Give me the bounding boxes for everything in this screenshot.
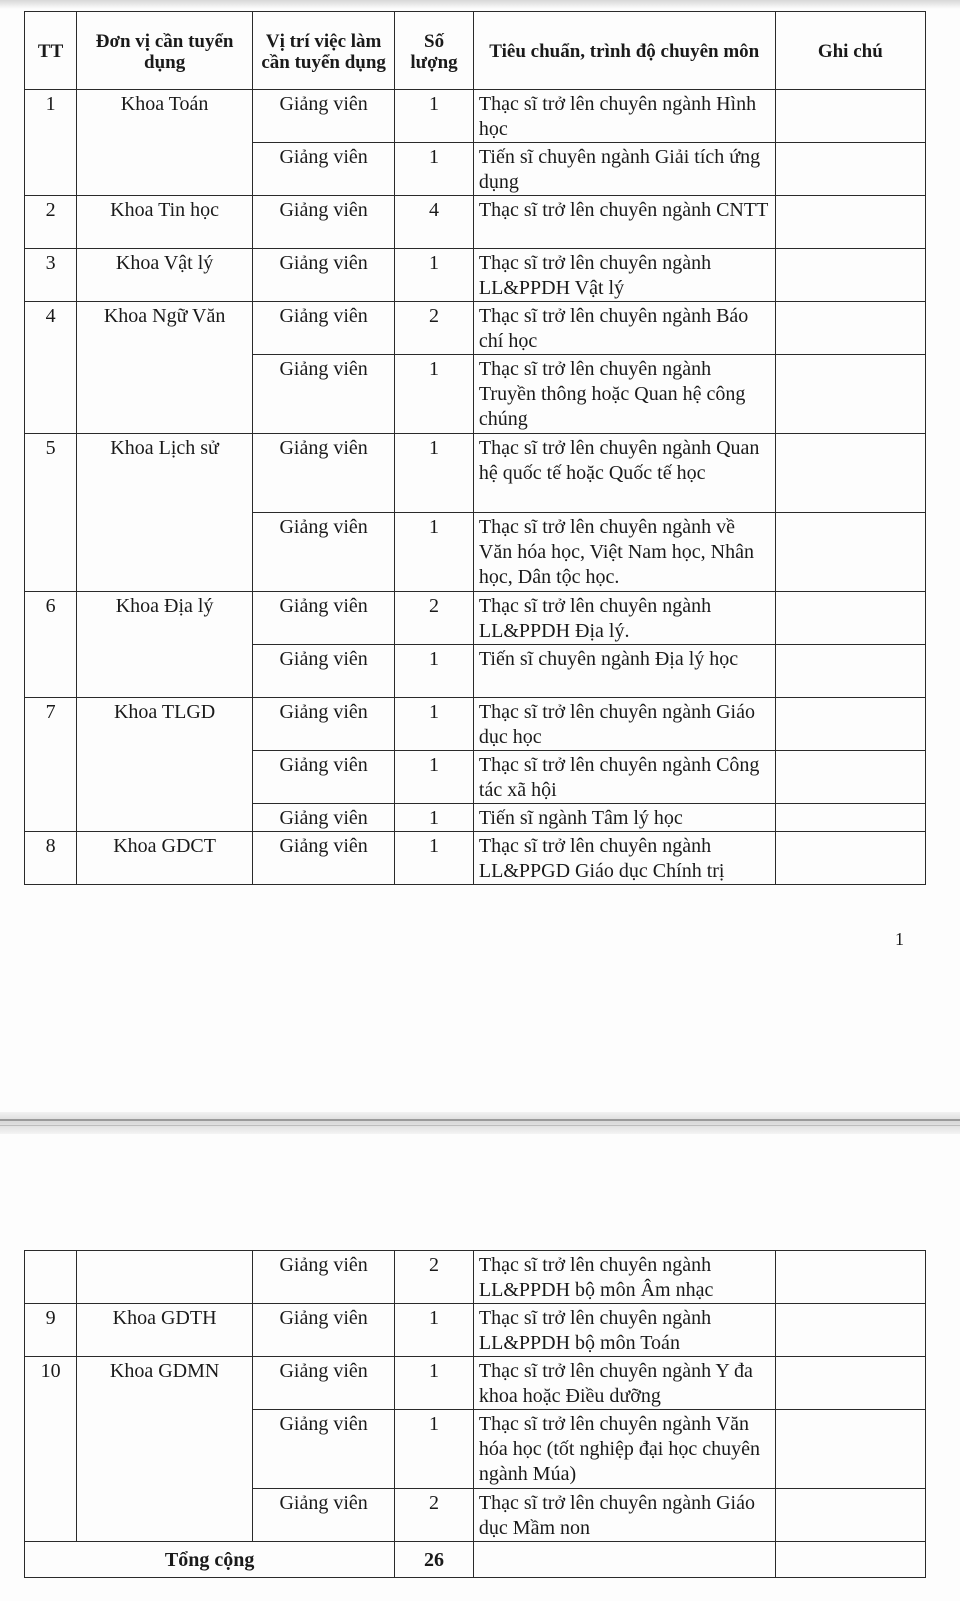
cell-tt: 8: [25, 832, 77, 885]
cell-note: [775, 698, 925, 751]
cell-position: Giảng viên: [253, 249, 395, 302]
cell-quantity: 2: [395, 1251, 474, 1304]
cell-standard: Thạc sĩ trở lên chuyên ngành CNTT: [473, 196, 775, 249]
cell-unit: Khoa Địa lý: [77, 592, 253, 698]
table-row: [25, 1357, 926, 1410]
cell-unit: [77, 1251, 253, 1304]
table-row: [25, 592, 926, 645]
cell-unit: Khoa Vật lý: [77, 249, 253, 302]
cell-tt: 2: [25, 196, 77, 249]
cell-note: [775, 143, 925, 196]
cell-unit: Khoa Tin học: [77, 196, 253, 249]
cell-standard: Thạc sĩ trở lên chuyên ngành LL&PPDH Địa lý.: [473, 592, 775, 645]
cell-position: Giảng viên: [253, 355, 395, 434]
cell-note: [775, 302, 925, 355]
cell-quantity: 1: [395, 832, 474, 885]
table-row: [25, 1304, 926, 1357]
cell-position: Giảng viên: [253, 1489, 395, 1542]
cell-standard: Tiến sĩ chuyên ngành Địa lý học: [473, 645, 775, 698]
cell-quantity: 1: [395, 1304, 474, 1357]
cell-position: Giảng viên: [253, 143, 395, 196]
cell-standard: Thạc sĩ trở lên chuyên ngành Công tác xã hội: [473, 751, 775, 804]
cell-standard: Thạc sĩ trở lên chuyên ngành về Văn hóa học, Việt Nam học, Nhân học, Dân tộc học.: [473, 513, 775, 592]
cell-tt: [25, 1251, 77, 1304]
cell-quantity: 1: [395, 1410, 474, 1489]
cell-tt: 3: [25, 249, 77, 302]
cell-quantity: 2: [395, 1489, 474, 1542]
cell-note: [775, 1489, 925, 1542]
cell-note: [775, 355, 925, 434]
cell-standard: Thạc sĩ trở lên chuyên ngành Y đa khoa hoặc Điều dưỡng: [473, 1357, 775, 1410]
cell-position: Giảng viên: [253, 434, 395, 513]
cell-tt: 5: [25, 434, 77, 592]
page-top-edge: [0, 0, 960, 9]
cell-standard: Thạc sĩ trở lên chuyên ngành Quan hệ quốc tế hoặc Quốc tế học: [473, 434, 775, 513]
cell-unit: Khoa TLGD: [77, 698, 253, 832]
cell-tt: 6: [25, 592, 77, 698]
cell-standard: Thạc sĩ trở lên chuyên ngành Giáo dục học: [473, 698, 775, 751]
cell-standard: Thạc sĩ trở lên chuyên ngành LL&PPDH bộ môn Âm nhạc: [473, 1251, 775, 1304]
cell-unit: Khoa GDTH: [77, 1304, 253, 1357]
cell-note: [775, 645, 925, 698]
cell-position: Giảng viên: [253, 196, 395, 249]
recruitment-table-part-1: [24, 11, 926, 885]
cell-standard: Thạc sĩ trở lên chuyên ngành Giáo dục Mầm non: [473, 1489, 775, 1542]
cell-note: [775, 434, 925, 513]
cell-note: [775, 751, 925, 804]
cell-position: Giảng viên: [253, 645, 395, 698]
cell-standard: Thạc sĩ trở lên chuyên ngành Văn hóa học (tốt nghiệp đại học chuyên ngành Múa): [473, 1410, 775, 1489]
cell-quantity: 1: [395, 751, 474, 804]
cell-note: [775, 1410, 925, 1489]
cell-standard: Thạc sĩ trở lên chuyên ngành LL&PPDH Vật lý: [473, 249, 775, 302]
table-row: [25, 434, 926, 513]
page-number: 1: [895, 929, 904, 949]
cell-quantity: 1: [395, 249, 474, 302]
cell-note: [775, 592, 925, 645]
cell-quantity: 1: [395, 1357, 474, 1410]
cell-note: [775, 90, 925, 143]
cell-standard: Thạc sĩ trở lên chuyên ngành Hình học: [473, 90, 775, 143]
cell-note: [775, 196, 925, 249]
cell-tt: 10: [25, 1357, 77, 1542]
cell-quantity: 2: [395, 302, 474, 355]
cell-standard: Tiến sĩ chuyên ngành Giải tích ứng dụng: [473, 143, 775, 196]
cell-quantity: 2: [395, 592, 474, 645]
cell-quantity: 1: [395, 143, 474, 196]
cell-unit: Khoa Ngữ Văn: [77, 302, 253, 434]
cell-position: Giảng viên: [253, 1304, 395, 1357]
cell-unit: Khoa GDCT: [77, 832, 253, 885]
table-row: [25, 832, 926, 885]
total-row: [25, 1542, 926, 1578]
cell-note: [775, 832, 925, 885]
header-note: Ghi chú: [775, 12, 925, 90]
total-quantity: 26: [395, 1542, 474, 1578]
cell-quantity: 4: [395, 196, 474, 249]
cell-quantity: 1: [395, 645, 474, 698]
cell-quantity: 1: [395, 513, 474, 592]
header-unit: Đơn vị cần tuyển dụng: [77, 12, 253, 90]
cell-quantity: 1: [395, 90, 474, 143]
cell-note: [775, 249, 925, 302]
cell-tt: 9: [25, 1304, 77, 1357]
cell-position: Giảng viên: [253, 302, 395, 355]
cell-note: [775, 1357, 925, 1410]
table-row: [25, 249, 926, 302]
cell-position: Giảng viên: [253, 1251, 395, 1304]
cell-standard: Thạc sĩ trở lên chuyên ngành Báo chí học: [473, 302, 775, 355]
cell-standard: Thạc sĩ trở lên chuyên ngành Truyền thông hoặc Quan hệ công chúng: [473, 355, 775, 434]
table-row: [25, 1251, 926, 1304]
cell-tt: 7: [25, 698, 77, 832]
cell-position: Giảng viên: [253, 698, 395, 751]
total-label: Tổng cộng: [25, 1542, 395, 1578]
cell-position: Giảng viên: [253, 513, 395, 592]
cell-position: Giảng viên: [253, 1410, 395, 1489]
cell-standard: Tiến sĩ ngành Tâm lý học: [473, 804, 775, 832]
header-tt: TT: [25, 12, 77, 90]
total-blank: [473, 1542, 775, 1578]
cell-quantity: 1: [395, 698, 474, 751]
cell-position: Giảng viên: [253, 90, 395, 143]
cell-position: Giảng viên: [253, 592, 395, 645]
cell-standard: Thạc sĩ trở lên chuyên ngành LL&PPDH bộ môn Toán: [473, 1304, 775, 1357]
cell-unit: Khoa Toán: [77, 90, 253, 196]
table-row: [25, 90, 926, 143]
header-position: Vị trí việc làm cần tuyển dụng: [253, 12, 395, 90]
table-header-row: [25, 12, 926, 90]
cell-position: Giảng viên: [253, 804, 395, 832]
table-row: [25, 196, 926, 249]
cell-unit: Khoa GDMN: [77, 1357, 253, 1542]
header-standard: Tiêu chuẩn, trình độ chuyên môn: [473, 12, 775, 90]
cell-note: [775, 1251, 925, 1304]
cell-tt: 4: [25, 302, 77, 434]
cell-tt: 1: [25, 90, 77, 196]
table-row: [25, 302, 926, 355]
cell-quantity: 1: [395, 355, 474, 434]
cell-quantity: 1: [395, 434, 474, 513]
table-row: [25, 698, 926, 751]
cell-unit: Khoa Lịch sử: [77, 434, 253, 592]
cell-note: [775, 804, 925, 832]
cell-note: [775, 1304, 925, 1357]
page-separator: [0, 1112, 960, 1134]
cell-position: Giảng viên: [253, 1357, 395, 1410]
header-quantity: Số lượng: [395, 12, 474, 90]
cell-standard: Thạc sĩ trở lên chuyên ngành LL&PPGD Giáo dục Chính trị: [473, 832, 775, 885]
cell-position: Giảng viên: [253, 832, 395, 885]
total-note: [775, 1542, 925, 1578]
recruitment-table-part-2: [24, 1250, 926, 1578]
cell-quantity: 1: [395, 804, 474, 832]
cell-position: Giảng viên: [253, 751, 395, 804]
cell-note: [775, 513, 925, 592]
